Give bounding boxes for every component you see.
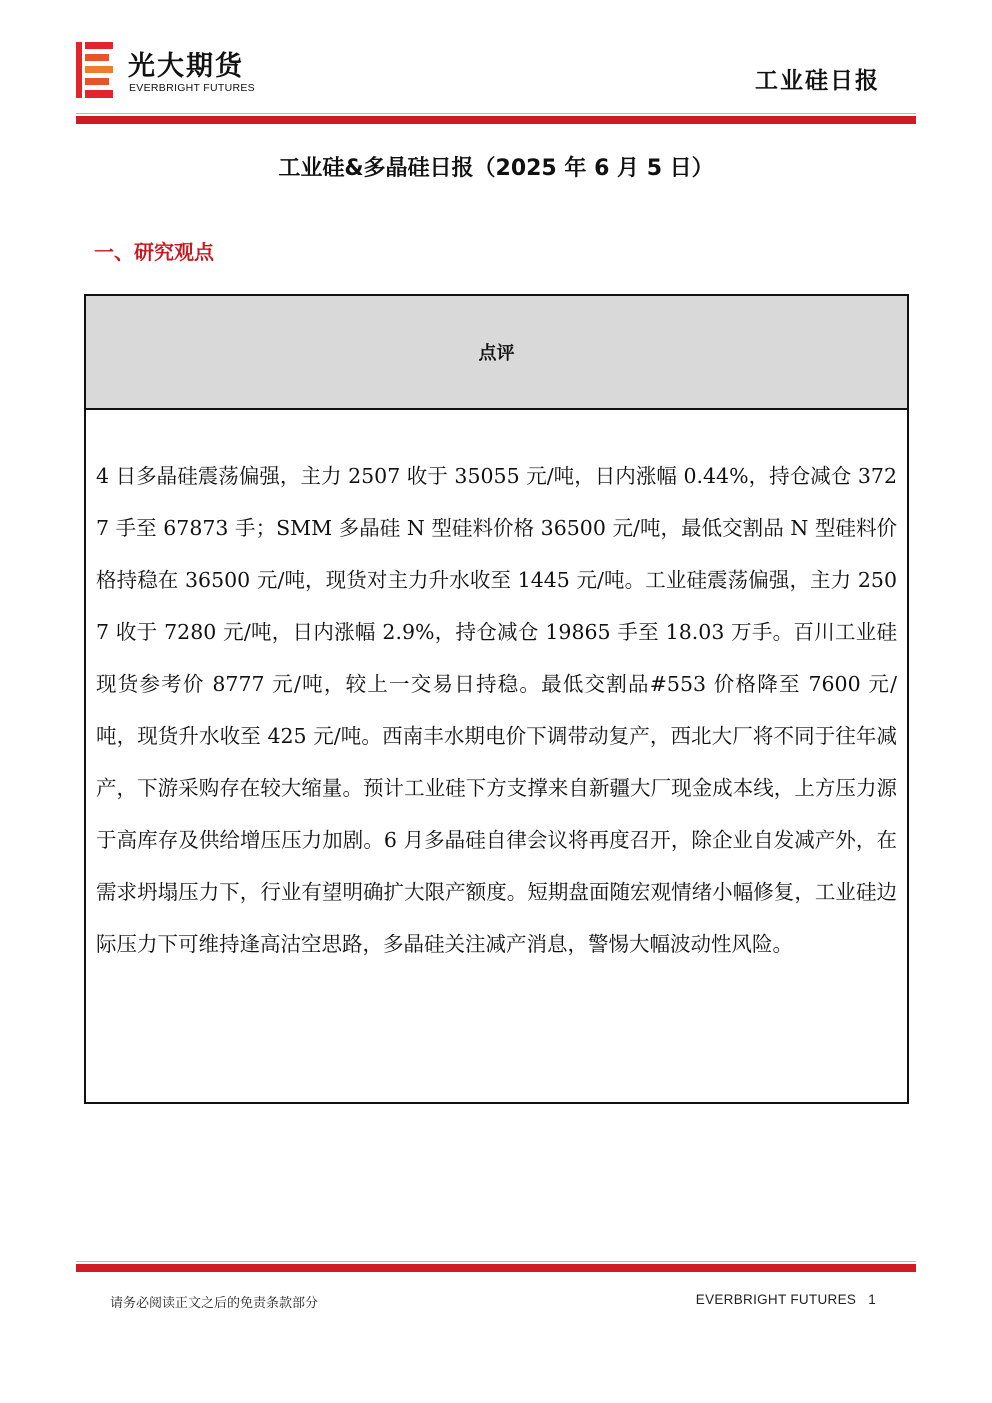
section-heading: 一、研究观点 xyxy=(94,240,214,264)
logo-chinese-name: 光大期货 xyxy=(128,51,244,82)
logo-english-name: EVERBRIGHT FUTURES xyxy=(129,82,255,94)
commentary-text: 4 日多晶硅震荡偏强，主力 2507 收于 35055 元/吨，日内涨幅 0.44%，持仓减仓 3727 手至 67873 手；SMM 多晶硅 N 型硅料价格 36500 元/吨，最低交割品 N 型硅料价格持稳在 36500 元/吨，现货对主力升水收至 1445 元/吨。工业硅震荡偏强，主力 2507 收于 7280 元/吨，日内涨幅 2.9%，持仓减仓 19865 手至 18.03 万手。百川工业硅现货参考价 8777 元/吨，较上一交易日持稳。最低交割品#553 价格降至 7600 元/吨，现货升水收至 425 元/吨。西南丰水期电价下调带动复产，西北大厂将不同于往年减产，下游采购存在较大缩量。预计工业硅下方支撑来自新疆大厂现金成本线，上方压力源于高库存及供给增压压力加剧。6 月多晶硅自律会议将再度召开，除企业自发减产外，在需求坍塌压力下，行业有望明确扩大限产额度。短期盘面随宏观情绪小幅修复，工业硅边际压力下可维持逢高沽空思路，多晶硅关注减产消息，警惕大幅波动性风险。 xyxy=(96,464,897,956)
page-title: 工业硅&多晶硅日报（2025 年 6 月 5 日） xyxy=(278,156,714,181)
company-logo xyxy=(76,40,286,100)
page-number: 1 xyxy=(868,1292,876,1307)
footer-disclaimer: 请务必阅读正文之后的免责条款部分 xyxy=(110,1296,319,1311)
table-header-label: 点评 xyxy=(478,343,515,364)
footer-brand: EVERBRIGHT FUTURES xyxy=(695,1292,857,1307)
table-header-cell xyxy=(86,296,907,410)
header-divider xyxy=(76,113,916,124)
report-type-title: 工业硅日报 xyxy=(755,68,880,94)
everbright-logo-icon xyxy=(76,42,116,98)
footer-divider xyxy=(76,1261,916,1272)
footer-brand-page xyxy=(696,1292,876,1307)
commentary-table xyxy=(84,294,909,1104)
